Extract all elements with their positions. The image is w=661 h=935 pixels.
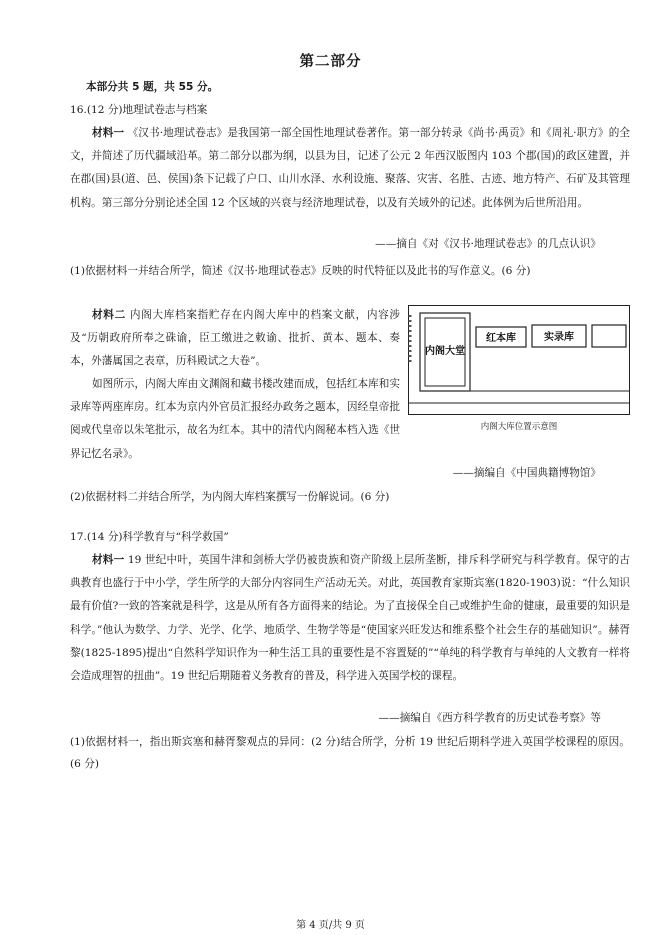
building-main-hall: 内阁大堂: [425, 346, 465, 357]
q17-m1-label: 材料一: [92, 554, 125, 566]
q16-question-1: (1)依据材料一并结合所学，简述《汉书·地理试卷志》反映的时代特征以及此书的写作意义。(6 分): [70, 265, 531, 277]
q16-header: 16.(12 分)地理试卷志与档案: [70, 104, 208, 116]
q16-m2-paragraph-2: [70, 373, 400, 466]
q16-m2-label: 材料二: [92, 309, 126, 321]
diagram-caption: 内阁大库位置示意图: [480, 422, 558, 432]
diagram-svg: [408, 305, 630, 435]
q16-material-2: [70, 304, 400, 374]
page-footer: 第 4 页/共 9 页: [296, 920, 365, 931]
neige-dak-diagram: [408, 305, 630, 435]
side-building: [592, 325, 626, 347]
section-title: 第二部分: [299, 54, 362, 70]
q16-material-1: [70, 122, 630, 215]
building-red-archive: 红本库: [486, 333, 516, 344]
q17-header: 17.(14 分)科学教育与“科学救国”: [70, 531, 229, 543]
q17-question-1: (1)依据材料一，指出斯宾塞和赫胥黎观点的异同：(2 分)结合所学，分析 19 世纪后期科学进入英国学校课程的原因。(6 分): [70, 736, 630, 770]
q16-m1-label: 材料一: [92, 127, 125, 139]
q17-m1-text: 19 世纪中叶，英国牛津和剑桥大学仍被贵族和资产阶级上层所垄断，排斥科学研究与科学教育。保守的古典教育也盛行于中小学，学生所学的大部分内容同生产活动无关。对此，英国教育家斯宾塞(1820-1903)说：“什么知识最有价值?一致的答案就是科学，这是从所有各方面得来的结论。为了直接保全自己或维护生命的健康，最重要的知识是科学。”他认为数学、力学、光学、化学、地质学、生物学等是“使国家兴旺发达和维系整个社会生存的基础知识”。赫胥黎(1825-1895)提出“自然科学知识作为一种生活工具的重要性是不容置疑的”“单纯的科学教育与单纯的人文教育一样将会造成理智的扭曲”。19 世纪后期随着义务教育的普及，科学进入英国学校的课程。: [70, 554, 631, 683]
q17-m1-source: ——摘编自《西方科学教育的历史试卷考察》等: [378, 712, 601, 724]
q16-m1-source: ——摘自《对《汉书·地理试卷志》的几点认识》: [375, 238, 601, 250]
section-note: 本部分共 5 题，共 55 分。: [86, 81, 219, 93]
building-records-archive: 实录库: [544, 332, 574, 343]
q16-m1-text: 《汉书·地理试卷志》是我国第一部全国性地理试卷著作。第一部分转录《尚书·禹贡》和《周礼·职方》的全文，并简述了历代疆域沿革。第二部分以郡为纲，以县为目，记述了公元 2 年西汉版图内 103 个郡(国)的政区建置，并在郡(国)县(道、邑、侯国)条下记载了户口、山川水泽、水利设施、聚落、灾害、名胜、古迹、地方特产、石矿及其管理机构。第三部分分别论述全国 12 个区域的兴衰与经济地理试卷，以及有关域外的记述。此体例为后世所沿用。: [70, 127, 631, 209]
q16-m2-source: ——摘编自《中国典籍博物馆》: [452, 467, 601, 479]
q16-question-2: (2)依据材料二并结合所学，为内阁大库档案撰写一份解说词。(6 分): [70, 491, 390, 503]
q16-m2-text-1: 内阁大库档案指贮存在内阁大库中的档案文献，内容涉及“历朝政府所奉之硃谕，臣工缴进之敕谕、批折、黄本、题本、奏本，外藩属国之表章，历科殿试之大卷”。: [70, 309, 401, 368]
q17-material-1: [70, 549, 630, 688]
q16-m2-text-2: 如图所示，内阁大库由文渊阁和藏书楼改建而成，包括红本库和实录库等两座库房。红本为京内外官员汇报经办政务之题本，因经皇帝批阅或代皇帝以朱笔批示，故名为红本。其中的清代内阁秘本档入选《世界记忆名录》。: [70, 378, 400, 460]
